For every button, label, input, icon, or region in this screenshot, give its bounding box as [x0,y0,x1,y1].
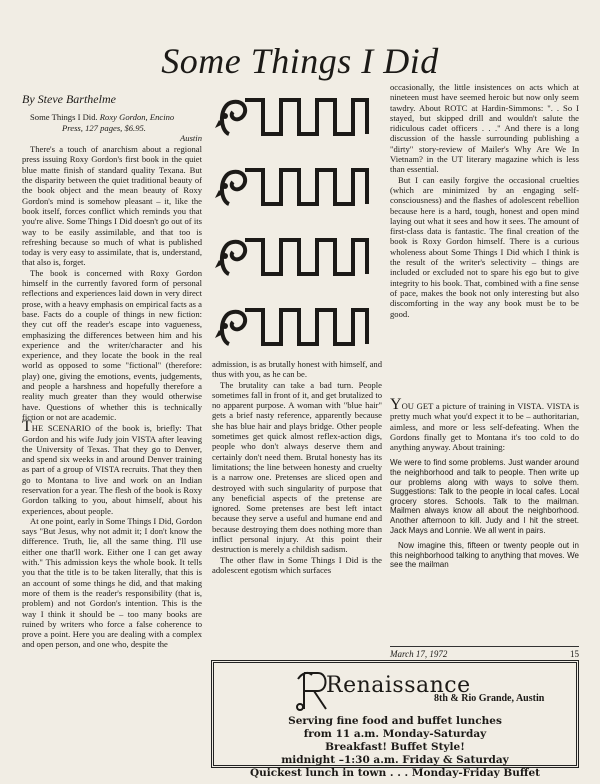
quote-paragraph: Now imagine this, fifteen or twenty people out in this neighborhood talking to anything that moves. We see the mailman [390,541,579,570]
paragraph: There's a touch of anarchism about a regional press issuing Roxy Gordon's first book in the quiet blue matte finish of standard quality Texana. But the disparity between the quiet traditional beauty of the book object and the mean beauty of Roxy Gordon's mind is somehow pleasant – it, like the book itself, forces conflict which reminds you that you're alive. Some Things I Did doesn't go out of its way to be easily assimilable, and that too is refreshing because so much of what is published today is very easy to assimilate, that is, understand, that also is, forget. [22,144,202,268]
ornament-stack [215,90,380,370]
dateline: Austin [180,132,202,143]
paragraph: But I can easily forgive the occasional cruelties (which are minimized by an engaging self-consciousness) and the flashes of adolescent rebellion because here is a hard, tough, honest and open mind laying out what it sees and how it sees. The amount of first-class data is fantastic. The final creation of the book is Roxy Gordon himself. There is a curious wholeness about Some Things I Did which I think is the result of the writer's selectivity – things are included or excluded not to spare his ego but to give integrity to his book. That, combined with a fine sense of pace, makes the book not only interesting but also discomforting in the way any book must be to be good. [390,174,579,319]
ad-line: Serving fine food and buffet lunches [288,715,502,727]
paragraph: At one point, early in Some Things I Did, Gordon says "But Jesus, why not admit it; I don't know the difference. Truth, lie, all the same thing. I'll use either one that'll work. Either one I can get away with." This admission keys the whole book. It tells you that the title is to be taken literally, that this is an account of some things he did, and that making more of them is the reader's responsibility (that is, problem) and not Gordon's intention. This is the way I think it should be – too many books are ruined by writers who force a false coherence to prove a point. Here you are dealing with a complex and open person, and one who, despite the [22,515,202,650]
page-footer [390,646,579,659]
section-paragraph: THE SCENARIO of the book is, briefly: That Gordon and his wife Judy join VISTA after leaving the University of Texas. That they go to Denver, and spend six weeks in and around Denver training as part of a group of VISTA recruits. That they then go to Montana to live and work on an Indian reservation for a year. The flesh of the book is Roxy Gordon talking to you, about himself, about his experiences, about people. [22,418,202,516]
paragraph: occasionally, the little insistences on acts which at nineteen must have seemed heroic but now only seem tawdry. About ROTC at Hardin-Simmons: ". . So I stayed, but skipped drill and wouldn't salute the ridiculous cadet officers . . ." And there is a long discussion of the hassle surrounding publishing a "dirty" story-review of Mailer's Why Are We In Vietnam? in the UT literary magazine which is less than essential. [390,82,579,175]
serpent-border-ornament-icon [215,230,375,286]
book-citation: Some Things I Did. Roxy Gordon, Encino Press, 127 pages, $6.95. [30,112,175,133]
ad-line: Breakfast! Buffet Style! [325,741,465,753]
serpent-border-ornament-icon [215,160,375,216]
section-paragraph: YOU GET a picture of training in VISTA. VISTA is pretty much what you'd expect it to be – authoritarian, aimless, and more or less self-defeating. When the Gordons finally get to Montana it's too cold to do anything anyway. About training: [390,396,579,453]
renaissance-advertisement [211,660,579,779]
article-column-2 [212,359,382,575]
paragraph: admission, is as brutally honest with himself, and thus with you, as he can be. [212,359,382,380]
ad-line: Quickest lunch in town . . . Monday-Friday Buffet [249,767,541,779]
ad-line: midnight –1:30 a.m. Friday & Saturday [281,754,509,766]
restaurant-name: Renaissance [326,673,471,698]
serpent-border-ornament-icon [215,90,375,146]
article-column-1 [22,94,202,650]
restaurant-address: 8th & Rio Grande, Austin [434,693,545,704]
byline: By Steve Barthelme [22,92,116,106]
article-title: Some Things I Did [161,41,439,81]
ad-line: from 11 a.m. Monday-Saturday [303,728,487,740]
article-column-3-lower [390,396,579,576]
page-number: 15 [570,649,579,659]
ad-copy [214,715,576,780]
quote-paragraph: We were to find some problems. Just wander around the neighborhood and talk to people. Then write up our problems along with ways to solve them. Suggestions: Talk to the people in local cafes. Local grocery stores. Schools. Talk to the mailman. Mailmen always know all about the neighborhood. Another afternoon to kill. Judy and I hit the street. Jack Mays and Lonnie. We all went in pairs. [390,458,579,535]
paragraph: The other flaw in Some Things I Did is the adolescent egotism which surfaces [212,554,382,575]
issue-date: March 17, 1972 [390,649,448,659]
drop-cap: Y [390,396,402,413]
drop-cap: T [22,418,32,436]
serpent-border-ornament-icon [215,300,375,356]
paragraph: The brutality can take a bad turn. People sometimes fall in front of it, and get brutalized to no apparent purpose. A woman with "blue hair" gets a brief nasty reference, apparently because she has blue hair and plays bridge. Other people sometimes get quick almost reflex-action digs, people who don't always deserve them and certainly don't need them. Brutal honesty has its limitations; the line between honesty and cruelty is a narrow one. Pretenses are sliced open and destroyed with such singularity of purpose that any beneficial aspects of the pretense are ignored. Some pretenses are best left intact because they serve a useful and humane end and because destroying them does nothing more than inflict personal injury. At this point their destruction is merely a childish sadism. [212,379,382,555]
paragraph: The book is concerned with Roxy Gordon himself in the currently favored form of personal reflections and experiences laid down in very direct prose, with a heavy emphasis on empirical facts as a base. Facts do a couple of things in new fiction: they cut off the reader's escape into vagueness, emphasizing the differences between him and his experience and the writer/character and his experience, and they locate the book in the real world as opposed to some "fictional" (therefore: play) one, giving the emotions, events, judgements, and people a harshness and hopefully therefore a reality much greater than they would otherwise have. Questions of whether this is technically fiction or not are academic. [22,267,202,422]
article-column-3 [390,82,579,319]
block-quote [390,458,579,570]
